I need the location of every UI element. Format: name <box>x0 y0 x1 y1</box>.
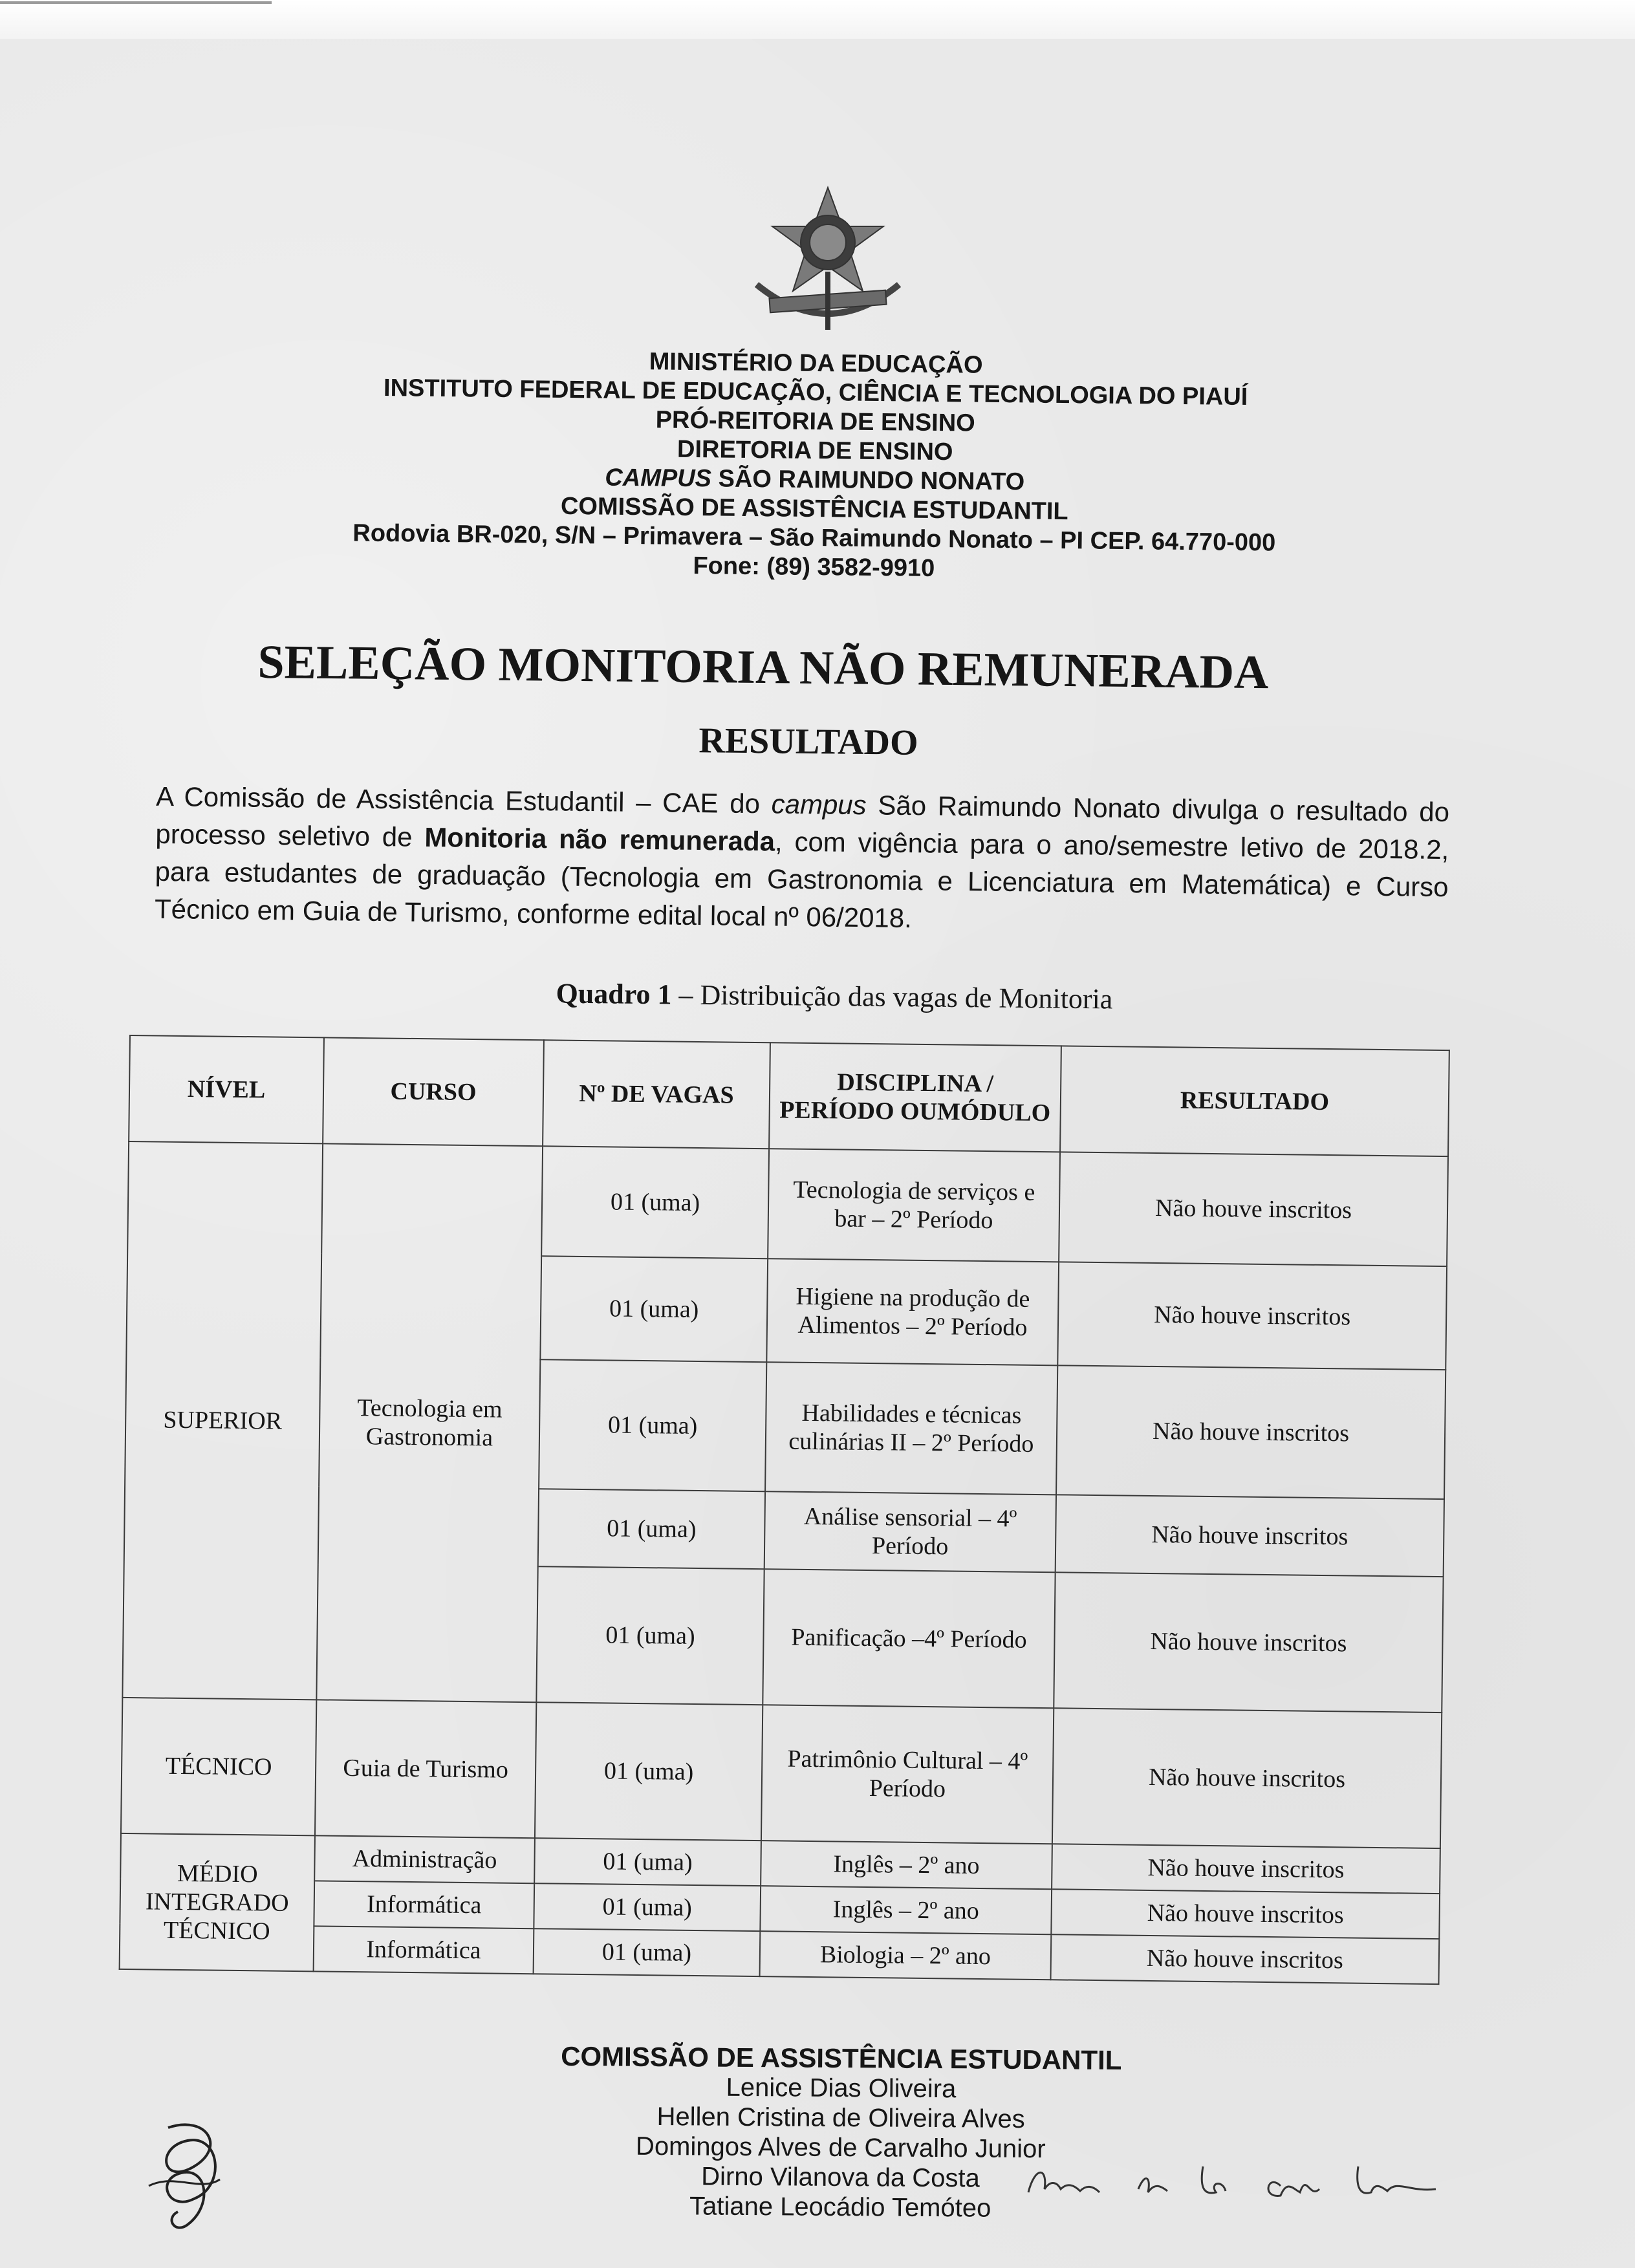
curso-cell: Tecnologia em Gastronomia <box>316 1143 543 1702</box>
disciplina-cell: Inglês – 2º ano <box>760 1886 1052 1934</box>
disciplina-cell: Análise sensorial – 4º Período <box>764 1491 1056 1572</box>
resultado-cell: Não houve inscritos <box>1054 1572 1443 1712</box>
member-name: Lenice Dias Oliveira <box>726 2073 957 2104</box>
member-name: Tatiane Leocádio Temóteo <box>689 2192 991 2223</box>
resultado-cell: Não houve inscritos <box>1056 1365 1446 1499</box>
nivel-cell: MÉDIO INTEGRADO TÉCNICO <box>120 1833 315 1971</box>
curso-cell: Administração <box>314 1835 535 1883</box>
header-address: Rodovia BR-020, S/N – Primavera – São Raimundo Nonato – PI CEP. 64.770-000 <box>352 519 1276 557</box>
header-commission: COMISSÃO DE ASSISTÊNCIA ESTUDANTIL <box>560 492 1068 526</box>
vagas-cell: 01 (uma) <box>538 1489 765 1569</box>
disciplina-cell: Panificação –4º Período <box>763 1569 1055 1708</box>
col-header-disciplina: DISCIPLINA / PERÍODO OUMÓDULO <box>769 1042 1061 1152</box>
caption-label: Quadro 1 <box>556 977 672 1011</box>
intro-campus-word: campus <box>771 788 867 821</box>
caption-text: – Distribuição das vagas de Monitoria <box>671 978 1113 1015</box>
scan-edge <box>0 0 1635 39</box>
intro-bold-text: Monitoria não remunerada <box>424 821 775 857</box>
table-header-row <box>129 1035 1449 1156</box>
col-header-resultado: RESULTADO <box>1060 1046 1449 1156</box>
nivel-cell: SUPERIOR <box>122 1141 323 1700</box>
member-name: Domingos Alves de Carvalho Junior <box>635 2132 1046 2164</box>
vagas-cell: 01 (uma) <box>535 1702 763 1841</box>
header-campus-word: CAMPUS <box>605 464 712 493</box>
resultado-cell: Não houve inscritos <box>1051 1934 1440 1984</box>
intro-paragraph <box>155 778 1450 944</box>
intro-text-3: , com vigência para o ano/semestre letivo de 2018.2, para estudantes de graduação (Tecnologia em Gastronomia e Licenciatura em Matemática) e Curso Técnico em Guia de Turismo, conforme edital local nº 06/2018. <box>154 826 1449 934</box>
intro-text-1: A Comissão de Assistência Estudantil – CAE do <box>155 781 772 819</box>
resultado-cell: Não houve inscritos <box>1052 1708 1442 1848</box>
header-phone: Fone: (89) 3582-9910 <box>693 552 935 582</box>
resultado-cell: Não houve inscritos <box>1057 1262 1447 1370</box>
table-row <box>121 1698 1442 1848</box>
coat-of-arms-seal <box>731 181 925 336</box>
disciplina-cell: Habilidades e técnicas culinárias II – 2º Período <box>765 1362 1057 1495</box>
vacancy-table <box>119 1035 1450 1985</box>
vagas-cell: 01 (uma) <box>534 1928 761 1976</box>
vagas-cell: 01 (uma) <box>540 1256 768 1362</box>
resultado-cell: Não houve inscritos <box>1051 1889 1440 1939</box>
resultado-cell: Não houve inscritos <box>1052 1844 1440 1894</box>
disciplina-cell: Patrimônio Cultural – 4º Período <box>761 1705 1054 1844</box>
vagas-cell: 01 (uma) <box>541 1146 769 1258</box>
col-header-nivel: NÍVEL <box>129 1035 324 1143</box>
header-directorate: DIRETORIA DE ENSINO <box>677 435 953 466</box>
col-header-vagas: Nº DE VAGAS <box>543 1040 770 1149</box>
vagas-cell: 01 (uma) <box>534 1883 761 1931</box>
vagas-cell: 01 (uma) <box>534 1838 761 1886</box>
handwritten-signature-right <box>1022 2154 1475 2212</box>
disciplina-cell: Tecnologia de serviços e bar – 2º Período <box>768 1149 1060 1262</box>
handwritten-signature-left <box>129 2108 246 2238</box>
col-header-curso: CURSO <box>323 1037 544 1146</box>
disciplina-cell: Higiene na produção de Alimentos – 2º Período <box>766 1258 1059 1365</box>
member-name: Dirno Vilanova da Costa <box>701 2162 980 2193</box>
curso-cell: Informática <box>314 1926 534 1974</box>
document-title: SELEÇÃO MONITORIA NÃO REMUNERADA <box>257 635 1269 700</box>
footer-heading: COMISSÃO DE ASSISTÊNCIA ESTUDANTIL <box>561 2040 1122 2076</box>
resultado-cell: Não houve inscritos <box>1059 1152 1448 1266</box>
vagas-cell: 01 (uma) <box>536 1566 764 1705</box>
header-ministry: MINISTÉRIO DA EDUCAÇÃO <box>649 348 983 379</box>
header-pro-rectory: PRÓ-REITORIA DE ENSINO <box>655 406 975 437</box>
header-campus-name: SÃO RAIMUNDO NONATO <box>718 465 1025 496</box>
resultado-cell: Não houve inscritos <box>1056 1495 1444 1577</box>
curso-cell: Guia de Turismo <box>315 1700 536 1838</box>
table-row <box>127 1141 1448 1266</box>
disciplina-cell: Inglês – 2º ano <box>761 1841 1052 1889</box>
disciplina-cell: Biologia – 2º ano <box>760 1931 1052 1980</box>
header-institute: INSTITUTO FEDERAL DE EDUCAÇÃO, CIÊNCIA E TECNOLOGIA DO PIAUÍ <box>383 374 1248 411</box>
curso-cell: Informática <box>314 1881 534 1928</box>
table-caption <box>479 976 1190 1017</box>
intro-text-2: São Raimundo Nonato divulga o resultado do processo seletivo de <box>155 790 1450 852</box>
member-name: Hellen Cristina de Oliveira Alves <box>656 2102 1025 2133</box>
vagas-cell: 01 (uma) <box>539 1359 766 1491</box>
document-subtitle: RESULTADO <box>698 720 918 763</box>
institution-header <box>244 343 1385 588</box>
nivel-cell: TÉCNICO <box>121 1698 316 1835</box>
